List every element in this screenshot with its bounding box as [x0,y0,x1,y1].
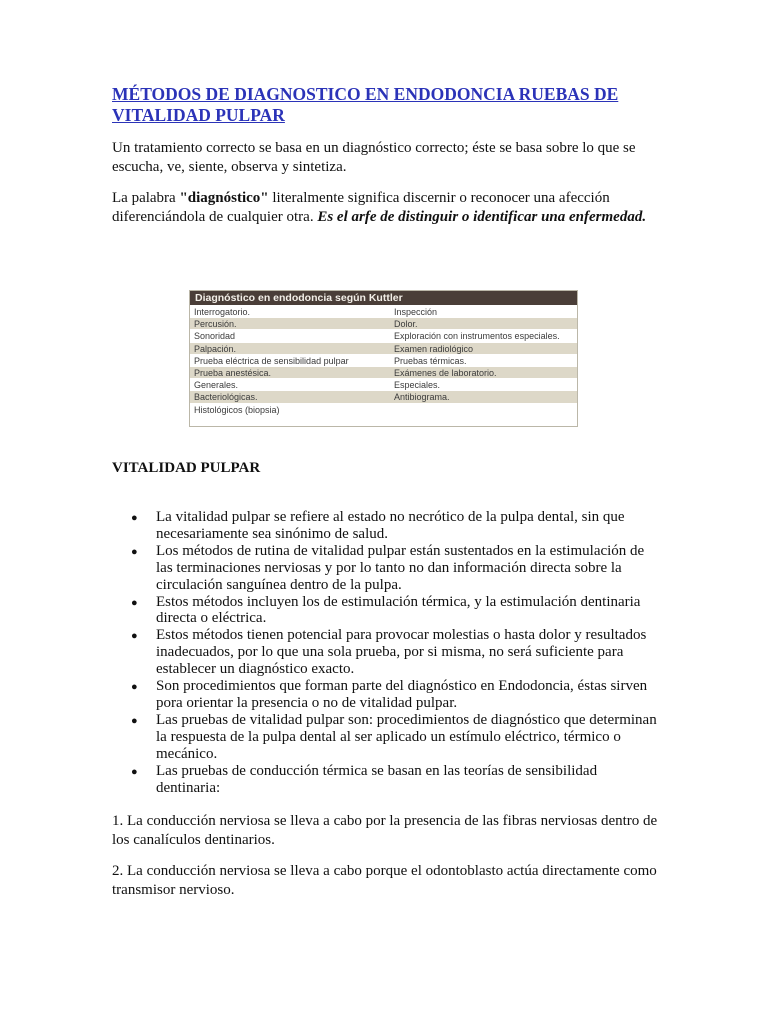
list-item [112,712,660,763]
figure-cell: Palpación. [194,343,237,354]
figure-header: Diagnóstico en endodoncia según Kuttler [190,291,577,305]
bullet-icon: ● [131,681,138,694]
figure-row [190,305,577,317]
definition-paragraph [112,189,660,227]
figure-cell: Generales. [194,380,239,391]
figure-cell: Prueba anestésica. [194,367,272,378]
list-item [112,509,660,543]
document-title-link[interactable]: MÉTODOS DE DIAGNOSTICO EN ENDODONCIA RUEBAS DE VITALIDAD PULPAR [112,84,619,125]
bullet-list [112,509,660,796]
figure-cell: Prueba eléctrica de sensibilidad pulpar [194,355,349,366]
figure-cell: Bacteriológicas. [194,392,258,403]
section-title: VITALIDAD PULPAR [112,460,261,476]
list-item-text: La vitalidad pulpar se refiere al estado no necrótico de la pulpa dental, sin que necesariamente sea sinónimo de salud. [156,509,625,542]
list-item [112,543,660,594]
figure-cell: Antibiograma. [394,392,450,403]
figure-row [190,366,577,378]
figure-cell: Interrogatorio. [194,307,251,317]
kuttler-diagnosis-table-image [189,290,578,427]
list-item [112,763,660,797]
list-item-text: Estos métodos incluyen los de estimulación térmica, y la estimulación dentinaria directa o eléctrica. [156,593,641,627]
figure-cell [394,404,577,415]
figure-row [190,317,577,329]
bullet-icon: ● [131,765,138,778]
figure-cell: Inspección [394,307,438,317]
bullet-icon: ● [131,714,138,727]
bullet-icon: ● [131,630,138,643]
figure-row [190,354,577,366]
list-item-text: Estos métodos tienen potencial para provocar molestias o hasta dolor y resultados inadecuados, por lo que una sola prueba, por si misma, no será suficiente para establecer un diagnóstico exacto. [156,627,647,678]
figure-cell: Exámenes de laboratorio. [394,367,497,378]
list-item-text: Los métodos de rutina de vitalidad pulpar están sustentados en la estimulación de las terminaciones nerviosas y por lo tanto no dan información directa sobre la circulación sanguínea dentro de la pulpa. [156,542,645,593]
list-item [112,594,660,628]
list-item [112,678,660,712]
figure-cell: Dolor. [394,319,418,330]
numbered-paragraph-2: 2. La conducción nerviosa se lleva a cabo porque el odontoblasto actúa directamente como transmisor nervioso. [112,863,657,898]
figure-cell: Histológicos (biopsia) [194,404,280,415]
figure-cell: Exploración con instrumentos especiales. [394,331,560,342]
definition-prefix: La palabra [112,190,180,206]
definition-middle: literalmente significa discernir o reconocer una afección diferenciándola de cualquier otra. [112,190,610,225]
numbered-paragraph-1: 1. La conducción nerviosa se lleva a cabo por la presencia de las fibras nerviosas dentro de los canalículos dentinarios. [112,813,658,848]
figure-cell: Pruebas térmicas. [394,355,467,366]
list-item-text: Las pruebas de vitalidad pulpar son: procedimientos de diagnóstico que determinan la respuesta de la pulpa dental al ser aplicado un estímulo eléctrico, térmico o mecánico. [156,711,657,762]
figure-cell: Sonoridad [194,331,236,342]
list-item-text: Las pruebas de conducción térmica se basan en las teorías de sensibilidad dentinaria: [156,762,598,796]
figure-row [190,403,577,415]
definition-emphasis: Es el arfe de distinguir o identificar una enfermedad. [317,209,647,225]
figure-row [190,342,577,354]
figure-cell: Especiales. [394,380,441,391]
figure-row [190,390,577,402]
list-item-text: Son procedimientos que forman parte del diagnóstico en Endodoncia, éstas sirven pora orientar la presencia o no de vitalidad pulpar. [156,678,648,711]
figure-cell: Percusión. [194,319,237,330]
bullet-icon: ● [131,596,138,609]
intro-paragraph: Un tratamiento correcto se basa en un diagnóstico correcto; éste se basa sobre lo que se escucha, ve, siente, observa y sintetiza. [112,140,636,175]
figure-row [190,329,577,341]
definition-term: "diagnóstico" [179,190,269,206]
bullet-icon: ● [131,512,138,524]
figure-row [190,378,577,390]
bullet-icon: ● [131,545,138,558]
list-item [112,627,660,678]
figure-cell: Examen radiológico [394,343,474,354]
